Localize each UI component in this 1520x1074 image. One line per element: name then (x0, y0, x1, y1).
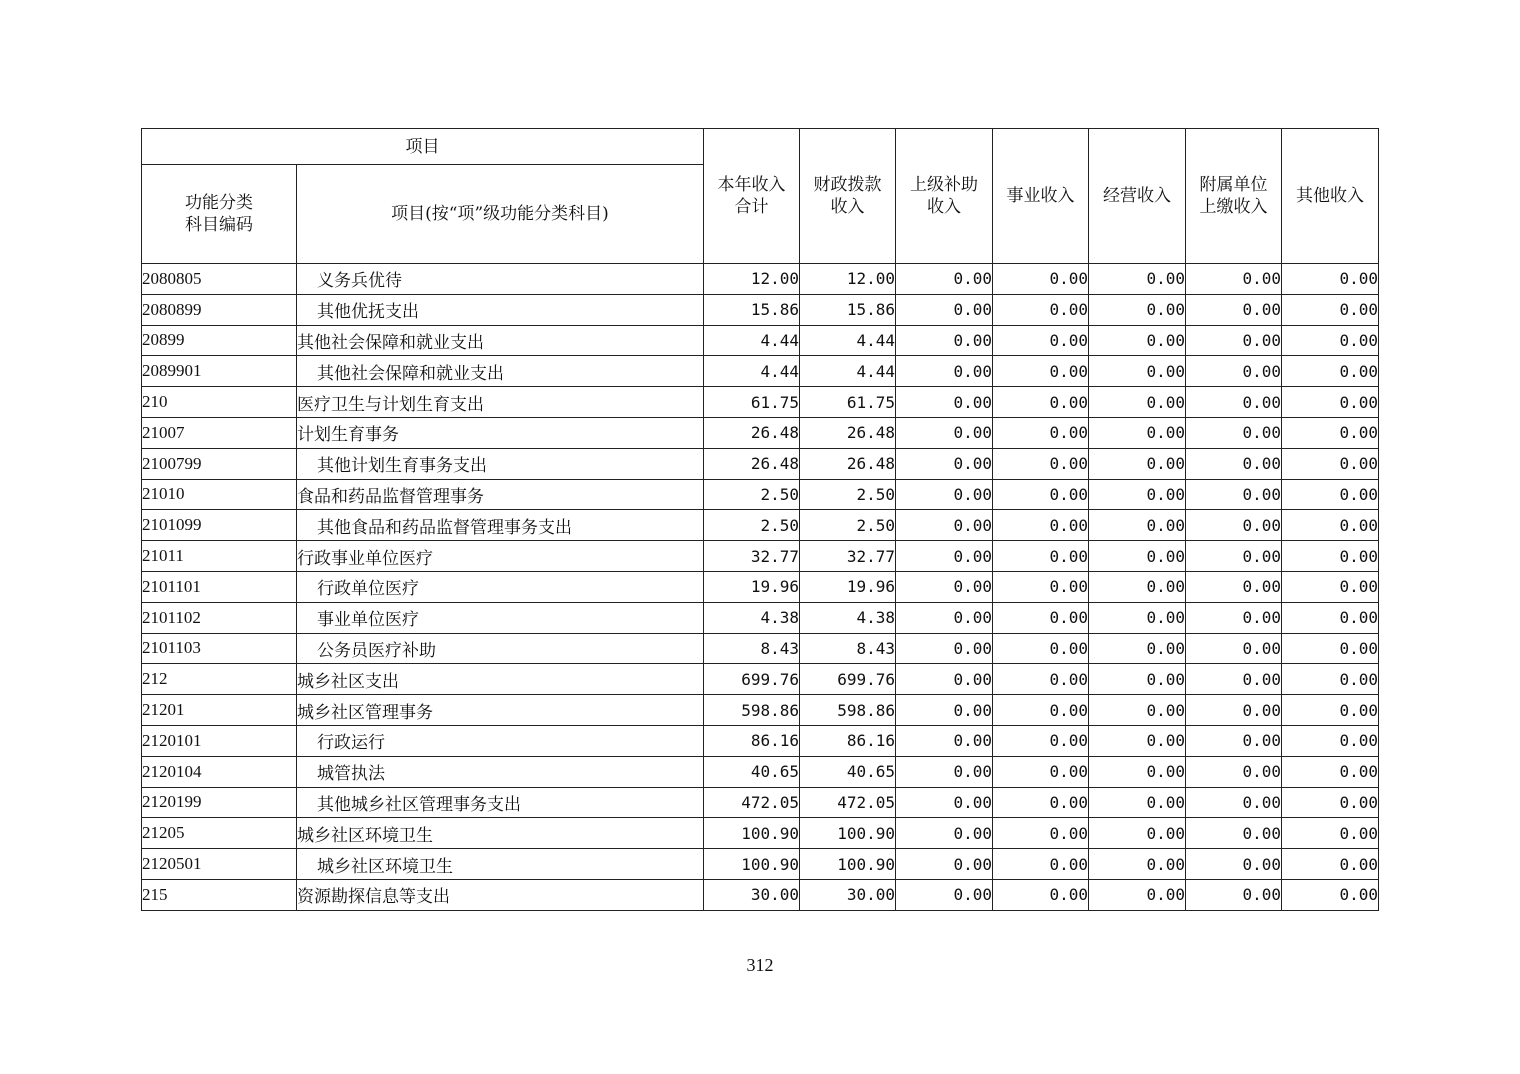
cell-code: 2089901 (142, 356, 297, 387)
table-row (142, 541, 1379, 572)
cell-operating-income: 0.00 (1089, 294, 1186, 325)
cell-business-income: 0.00 (993, 264, 1089, 295)
cell-total-income: 12.00 (704, 264, 800, 295)
header-business-income: 事业收入 (993, 129, 1089, 264)
budget-table (141, 128, 1379, 911)
cell-other-income: 0.00 (1282, 356, 1379, 387)
cell-superior-subsidy: 0.00 (896, 695, 993, 726)
cell-operating-income: 0.00 (1089, 756, 1186, 787)
cell-total-income: 4.38 (704, 602, 800, 633)
table-row (142, 602, 1379, 633)
table-row (142, 417, 1379, 448)
header-operating-income: 经营收入 (1089, 129, 1186, 264)
cell-business-income: 0.00 (993, 879, 1089, 910)
cell-superior-subsidy: 0.00 (896, 417, 993, 448)
cell-business-income: 0.00 (993, 849, 1089, 880)
cell-business-income: 0.00 (993, 510, 1089, 541)
cell-fiscal-appropriation: 8.43 (800, 633, 896, 664)
cell-name: 公务员医疗补助 (297, 633, 704, 664)
cell-code: 2080805 (142, 264, 297, 295)
table-row (142, 695, 1379, 726)
header-superior-subsidy: 上级补助 收入 (896, 129, 993, 264)
cell-superior-subsidy: 0.00 (896, 602, 993, 633)
table-row (142, 818, 1379, 849)
cell-total-income: 61.75 (704, 387, 800, 418)
cell-total-income: 26.48 (704, 417, 800, 448)
cell-affiliate-income: 0.00 (1186, 541, 1282, 572)
cell-affiliate-income: 0.00 (1186, 756, 1282, 787)
table-row (142, 756, 1379, 787)
cell-code: 212 (142, 664, 297, 695)
cell-other-income: 0.00 (1282, 849, 1379, 880)
table-row (142, 787, 1379, 818)
cell-code: 2120199 (142, 787, 297, 818)
cell-operating-income: 0.00 (1089, 818, 1186, 849)
cell-superior-subsidy: 0.00 (896, 479, 993, 510)
cell-name: 医疗卫生与计划生育支出 (297, 387, 704, 418)
cell-name: 其他社会保障和就业支出 (297, 356, 704, 387)
cell-other-income: 0.00 (1282, 510, 1379, 541)
cell-other-income: 0.00 (1282, 264, 1379, 295)
cell-name: 事业单位医疗 (297, 602, 704, 633)
cell-operating-income: 0.00 (1089, 571, 1186, 602)
cell-affiliate-income: 0.00 (1186, 725, 1282, 756)
cell-superior-subsidy: 0.00 (896, 294, 993, 325)
cell-fiscal-appropriation: 699.76 (800, 664, 896, 695)
cell-superior-subsidy: 0.00 (896, 756, 993, 787)
table-row (142, 294, 1379, 325)
table-row (142, 633, 1379, 664)
cell-name: 其他食品和药品监督管理事务支出 (297, 510, 704, 541)
cell-business-income: 0.00 (993, 695, 1089, 726)
cell-code: 21201 (142, 695, 297, 726)
cell-other-income: 0.00 (1282, 448, 1379, 479)
cell-operating-income: 0.00 (1089, 541, 1186, 572)
cell-fiscal-appropriation: 30.00 (800, 879, 896, 910)
cell-business-income: 0.00 (993, 571, 1089, 602)
table-body (142, 264, 1379, 911)
header-code: 功能分类 科目编码 (142, 165, 297, 264)
cell-affiliate-income: 0.00 (1186, 664, 1282, 695)
cell-code: 21007 (142, 417, 297, 448)
cell-operating-income: 0.00 (1089, 695, 1186, 726)
cell-business-income: 0.00 (993, 756, 1089, 787)
cell-superior-subsidy: 0.00 (896, 787, 993, 818)
cell-other-income: 0.00 (1282, 325, 1379, 356)
cell-total-income: 598.86 (704, 695, 800, 726)
cell-total-income: 100.90 (704, 849, 800, 880)
cell-name: 义务兵优待 (297, 264, 704, 295)
cell-total-income: 86.16 (704, 725, 800, 756)
header-fiscal-appropriation: 财政拨款 收入 (800, 129, 896, 264)
cell-operating-income: 0.00 (1089, 602, 1186, 633)
cell-other-income: 0.00 (1282, 294, 1379, 325)
table-row (142, 356, 1379, 387)
cell-operating-income: 0.00 (1089, 725, 1186, 756)
cell-business-income: 0.00 (993, 602, 1089, 633)
cell-business-income: 0.00 (993, 787, 1089, 818)
cell-operating-income: 0.00 (1089, 879, 1186, 910)
cell-superior-subsidy: 0.00 (896, 664, 993, 695)
cell-fiscal-appropriation: 12.00 (800, 264, 896, 295)
cell-name: 资源勘探信息等支出 (297, 879, 704, 910)
cell-total-income: 30.00 (704, 879, 800, 910)
cell-superior-subsidy: 0.00 (896, 849, 993, 880)
cell-affiliate-income: 0.00 (1186, 479, 1282, 510)
cell-code: 2101103 (142, 633, 297, 664)
cell-fiscal-appropriation: 26.48 (800, 417, 896, 448)
cell-name: 城乡社区环境卫生 (297, 818, 704, 849)
cell-fiscal-appropriation: 86.16 (800, 725, 896, 756)
cell-total-income: 8.43 (704, 633, 800, 664)
cell-total-income: 26.48 (704, 448, 800, 479)
cell-operating-income: 0.00 (1089, 264, 1186, 295)
cell-name: 其他社会保障和就业支出 (297, 325, 704, 356)
cell-operating-income: 0.00 (1089, 356, 1186, 387)
header-name: 项目(按“项”级功能分类科目) (297, 165, 704, 264)
cell-affiliate-income: 0.00 (1186, 448, 1282, 479)
cell-other-income: 0.00 (1282, 695, 1379, 726)
header-other-income: 其他收入 (1282, 129, 1379, 264)
cell-superior-subsidy: 0.00 (896, 448, 993, 479)
cell-total-income: 19.96 (704, 571, 800, 602)
cell-fiscal-appropriation: 19.96 (800, 571, 896, 602)
header-total-income: 本年收入 合计 (704, 129, 800, 264)
cell-other-income: 0.00 (1282, 787, 1379, 818)
cell-affiliate-income: 0.00 (1186, 264, 1282, 295)
cell-other-income: 0.00 (1282, 541, 1379, 572)
cell-total-income: 472.05 (704, 787, 800, 818)
cell-name: 行政事业单位医疗 (297, 541, 704, 572)
cell-name: 其他优抚支出 (297, 294, 704, 325)
table-row (142, 664, 1379, 695)
table-header (142, 129, 1379, 264)
cell-code: 2100799 (142, 448, 297, 479)
table-row (142, 264, 1379, 295)
cell-superior-subsidy: 0.00 (896, 264, 993, 295)
cell-superior-subsidy: 0.00 (896, 725, 993, 756)
table-row (142, 879, 1379, 910)
cell-code: 210 (142, 387, 297, 418)
cell-code: 2101099 (142, 510, 297, 541)
cell-code: 2101101 (142, 571, 297, 602)
cell-operating-income: 0.00 (1089, 325, 1186, 356)
cell-fiscal-appropriation: 4.44 (800, 325, 896, 356)
cell-business-income: 0.00 (993, 325, 1089, 356)
cell-business-income: 0.00 (993, 387, 1089, 418)
table-row (142, 725, 1379, 756)
cell-fiscal-appropriation: 4.38 (800, 602, 896, 633)
cell-fiscal-appropriation: 4.44 (800, 356, 896, 387)
cell-operating-income: 0.00 (1089, 479, 1186, 510)
cell-operating-income: 0.00 (1089, 664, 1186, 695)
cell-name: 城乡社区环境卫生 (297, 849, 704, 880)
cell-code: 2120101 (142, 725, 297, 756)
cell-code: 21010 (142, 479, 297, 510)
cell-operating-income: 0.00 (1089, 849, 1186, 880)
cell-superior-subsidy: 0.00 (896, 510, 993, 541)
table-row (142, 325, 1379, 356)
cell-code: 21011 (142, 541, 297, 572)
cell-operating-income: 0.00 (1089, 417, 1186, 448)
cell-fiscal-appropriation: 2.50 (800, 479, 896, 510)
cell-fiscal-appropriation: 100.90 (800, 849, 896, 880)
cell-code: 20899 (142, 325, 297, 356)
cell-affiliate-income: 0.00 (1186, 787, 1282, 818)
cell-affiliate-income: 0.00 (1186, 602, 1282, 633)
cell-code: 2120501 (142, 849, 297, 880)
cell-name: 计划生育事务 (297, 417, 704, 448)
cell-affiliate-income: 0.00 (1186, 356, 1282, 387)
cell-affiliate-income: 0.00 (1186, 387, 1282, 418)
cell-business-income: 0.00 (993, 356, 1089, 387)
cell-code: 2120104 (142, 756, 297, 787)
cell-fiscal-appropriation: 472.05 (800, 787, 896, 818)
cell-other-income: 0.00 (1282, 664, 1379, 695)
cell-code: 215 (142, 879, 297, 910)
cell-business-income: 0.00 (993, 633, 1089, 664)
cell-other-income: 0.00 (1282, 479, 1379, 510)
cell-fiscal-appropriation: 598.86 (800, 695, 896, 726)
cell-business-income: 0.00 (993, 448, 1089, 479)
cell-fiscal-appropriation: 15.86 (800, 294, 896, 325)
cell-operating-income: 0.00 (1089, 787, 1186, 818)
cell-affiliate-income: 0.00 (1186, 417, 1282, 448)
cell-code: 21205 (142, 818, 297, 849)
cell-name: 城乡社区管理事务 (297, 695, 704, 726)
cell-other-income: 0.00 (1282, 602, 1379, 633)
cell-name: 行政单位医疗 (297, 571, 704, 602)
cell-other-income: 0.00 (1282, 571, 1379, 602)
cell-name: 行政运行 (297, 725, 704, 756)
table-row (142, 448, 1379, 479)
table-row (142, 849, 1379, 880)
cell-name: 其他城乡社区管理事务支出 (297, 787, 704, 818)
cell-other-income: 0.00 (1282, 756, 1379, 787)
group-header: 项目 (142, 129, 704, 165)
cell-total-income: 100.90 (704, 818, 800, 849)
cell-code: 2080899 (142, 294, 297, 325)
cell-total-income: 40.65 (704, 756, 800, 787)
cell-business-income: 0.00 (993, 294, 1089, 325)
cell-superior-subsidy: 0.00 (896, 879, 993, 910)
cell-code: 2101102 (142, 602, 297, 633)
cell-name: 食品和药品监督管理事务 (297, 479, 704, 510)
cell-name: 城乡社区支出 (297, 664, 704, 695)
cell-total-income: 699.76 (704, 664, 800, 695)
cell-business-income: 0.00 (993, 818, 1089, 849)
cell-other-income: 0.00 (1282, 417, 1379, 448)
cell-affiliate-income: 0.00 (1186, 294, 1282, 325)
header-affiliate-income: 附属单位 上缴收入 (1186, 129, 1282, 264)
page-number: 312 (746, 955, 774, 975)
cell-operating-income: 0.00 (1089, 387, 1186, 418)
table-row (142, 571, 1379, 602)
cell-superior-subsidy: 0.00 (896, 571, 993, 602)
cell-fiscal-appropriation: 40.65 (800, 756, 896, 787)
cell-total-income: 2.50 (704, 510, 800, 541)
table-row (142, 510, 1379, 541)
cell-fiscal-appropriation: 26.48 (800, 448, 896, 479)
table-row (142, 387, 1379, 418)
cell-superior-subsidy: 0.00 (896, 387, 993, 418)
cell-superior-subsidy: 0.00 (896, 541, 993, 572)
table-row (142, 479, 1379, 510)
cell-total-income: 2.50 (704, 479, 800, 510)
cell-affiliate-income: 0.00 (1186, 325, 1282, 356)
cell-superior-subsidy: 0.00 (896, 633, 993, 664)
cell-total-income: 4.44 (704, 325, 800, 356)
cell-business-income: 0.00 (993, 725, 1089, 756)
cell-other-income: 0.00 (1282, 879, 1379, 910)
cell-business-income: 0.00 (993, 417, 1089, 448)
cell-other-income: 0.00 (1282, 818, 1379, 849)
header-row-top (142, 129, 1379, 165)
cell-affiliate-income: 0.00 (1186, 879, 1282, 910)
cell-affiliate-income: 0.00 (1186, 510, 1282, 541)
cell-fiscal-appropriation: 2.50 (800, 510, 896, 541)
cell-total-income: 32.77 (704, 541, 800, 572)
cell-total-income: 15.86 (704, 294, 800, 325)
cell-operating-income: 0.00 (1089, 510, 1186, 541)
cell-business-income: 0.00 (993, 541, 1089, 572)
cell-superior-subsidy: 0.00 (896, 818, 993, 849)
cell-fiscal-appropriation: 61.75 (800, 387, 896, 418)
cell-other-income: 0.00 (1282, 633, 1379, 664)
cell-name: 其他计划生育事务支出 (297, 448, 704, 479)
cell-affiliate-income: 0.00 (1186, 695, 1282, 726)
cell-business-income: 0.00 (993, 664, 1089, 695)
cell-operating-income: 0.00 (1089, 448, 1186, 479)
cell-superior-subsidy: 0.00 (896, 356, 993, 387)
cell-affiliate-income: 0.00 (1186, 633, 1282, 664)
cell-name: 城管执法 (297, 756, 704, 787)
cell-affiliate-income: 0.00 (1186, 849, 1282, 880)
cell-operating-income: 0.00 (1089, 633, 1186, 664)
cell-fiscal-appropriation: 100.90 (800, 818, 896, 849)
cell-fiscal-appropriation: 32.77 (800, 541, 896, 572)
cell-other-income: 0.00 (1282, 725, 1379, 756)
cell-affiliate-income: 0.00 (1186, 818, 1282, 849)
cell-total-income: 4.44 (704, 356, 800, 387)
cell-other-income: 0.00 (1282, 387, 1379, 418)
cell-business-income: 0.00 (993, 479, 1089, 510)
cell-affiliate-income: 0.00 (1186, 571, 1282, 602)
cell-superior-subsidy: 0.00 (896, 325, 993, 356)
